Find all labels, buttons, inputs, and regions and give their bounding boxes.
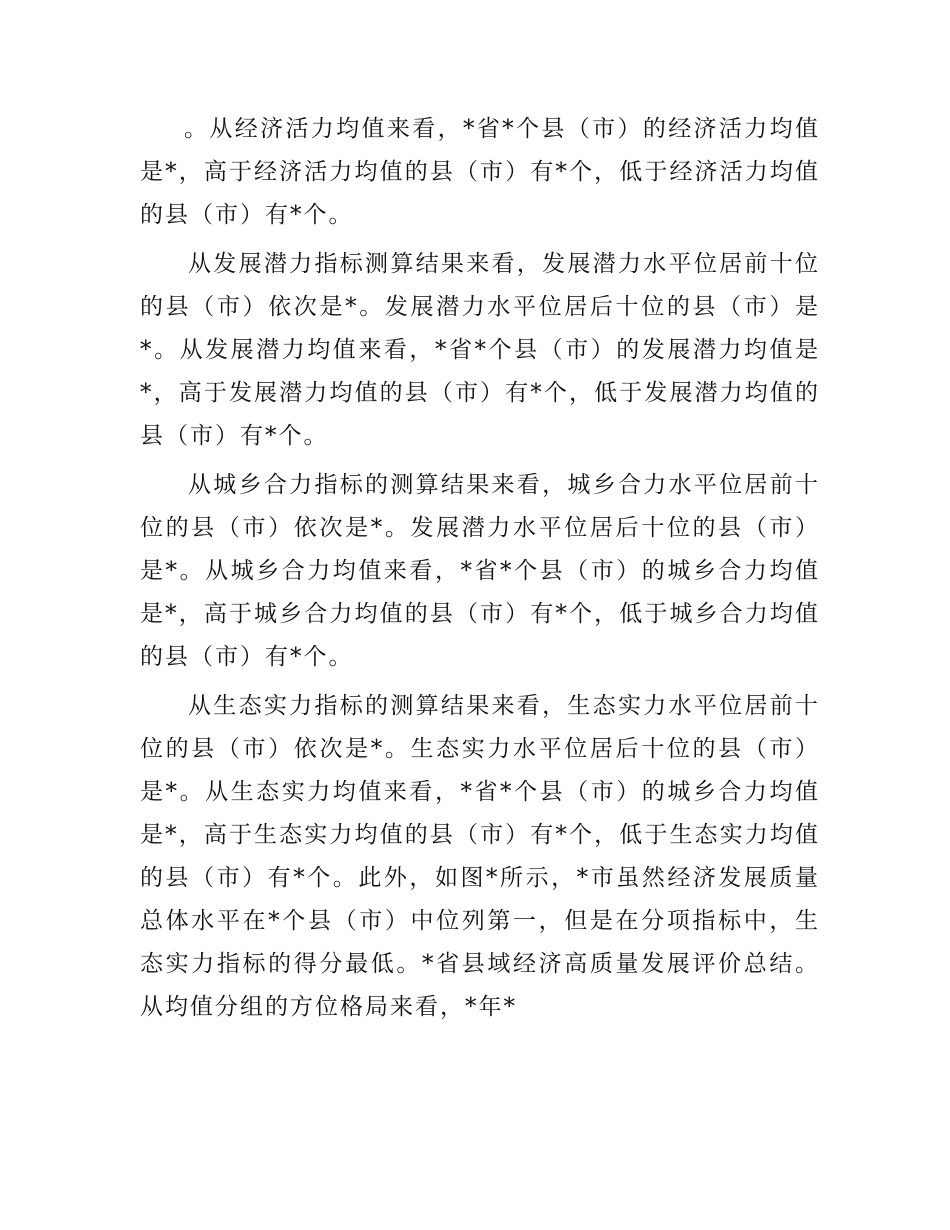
paragraph-economic-vitality: 。从经济活力均值来看，*省*个县（市）的经济活力均值是*，高于经济活力均值的县（市）有*个，低于经济活力均值的县（市）有*个。 xyxy=(140,116,820,228)
paragraph-ecological-strength: 从生态实力指标的测算结果来看，生态实力水平位居前十位的县（市）依次是*。生态实力水平位居后十位的县（市）是*。从生态实力均值来看，*省*个县（市）的城乡合力均值是*，高于生态实力均值的县（市）有*个，低于生态实力均值的县（市）有*个。此外，如图*所示，*市虽然经济发展质量总体水平在*个县（市）中位列第一，但是在分项指标中，生态实力指标的得分最低。*省县域经济高质量发展评价总结。从均值分组的方位格局来看，*年* xyxy=(140,693,820,1020)
document-body xyxy=(140,108,820,1035)
paragraph-development-potential: 从发展潜力指标测算结果来看，发展潜力水平位居前十位的县（市）依次是*。发展潜力水平位居后十位的县（市）是*。从发展潜力均值来看，*省*个县（市）的发展潜力均值是*，高于发展潜力均值的县（市）有*个，低于发展潜力均值的县（市）有*个。 xyxy=(140,251,820,449)
paragraph-urban-rural-synergy: 从城乡合力指标的测算结果来看，城乡合力水平位居前十位的县（市）依次是*。发展潜力水平位居后十位的县（市）是*。从城乡合力均值来看，*省*个县（市）的城乡合力均值是*，高于城乡合力均值的县（市）有*个，低于城乡合力均值的县（市）有*个。 xyxy=(140,472,820,670)
